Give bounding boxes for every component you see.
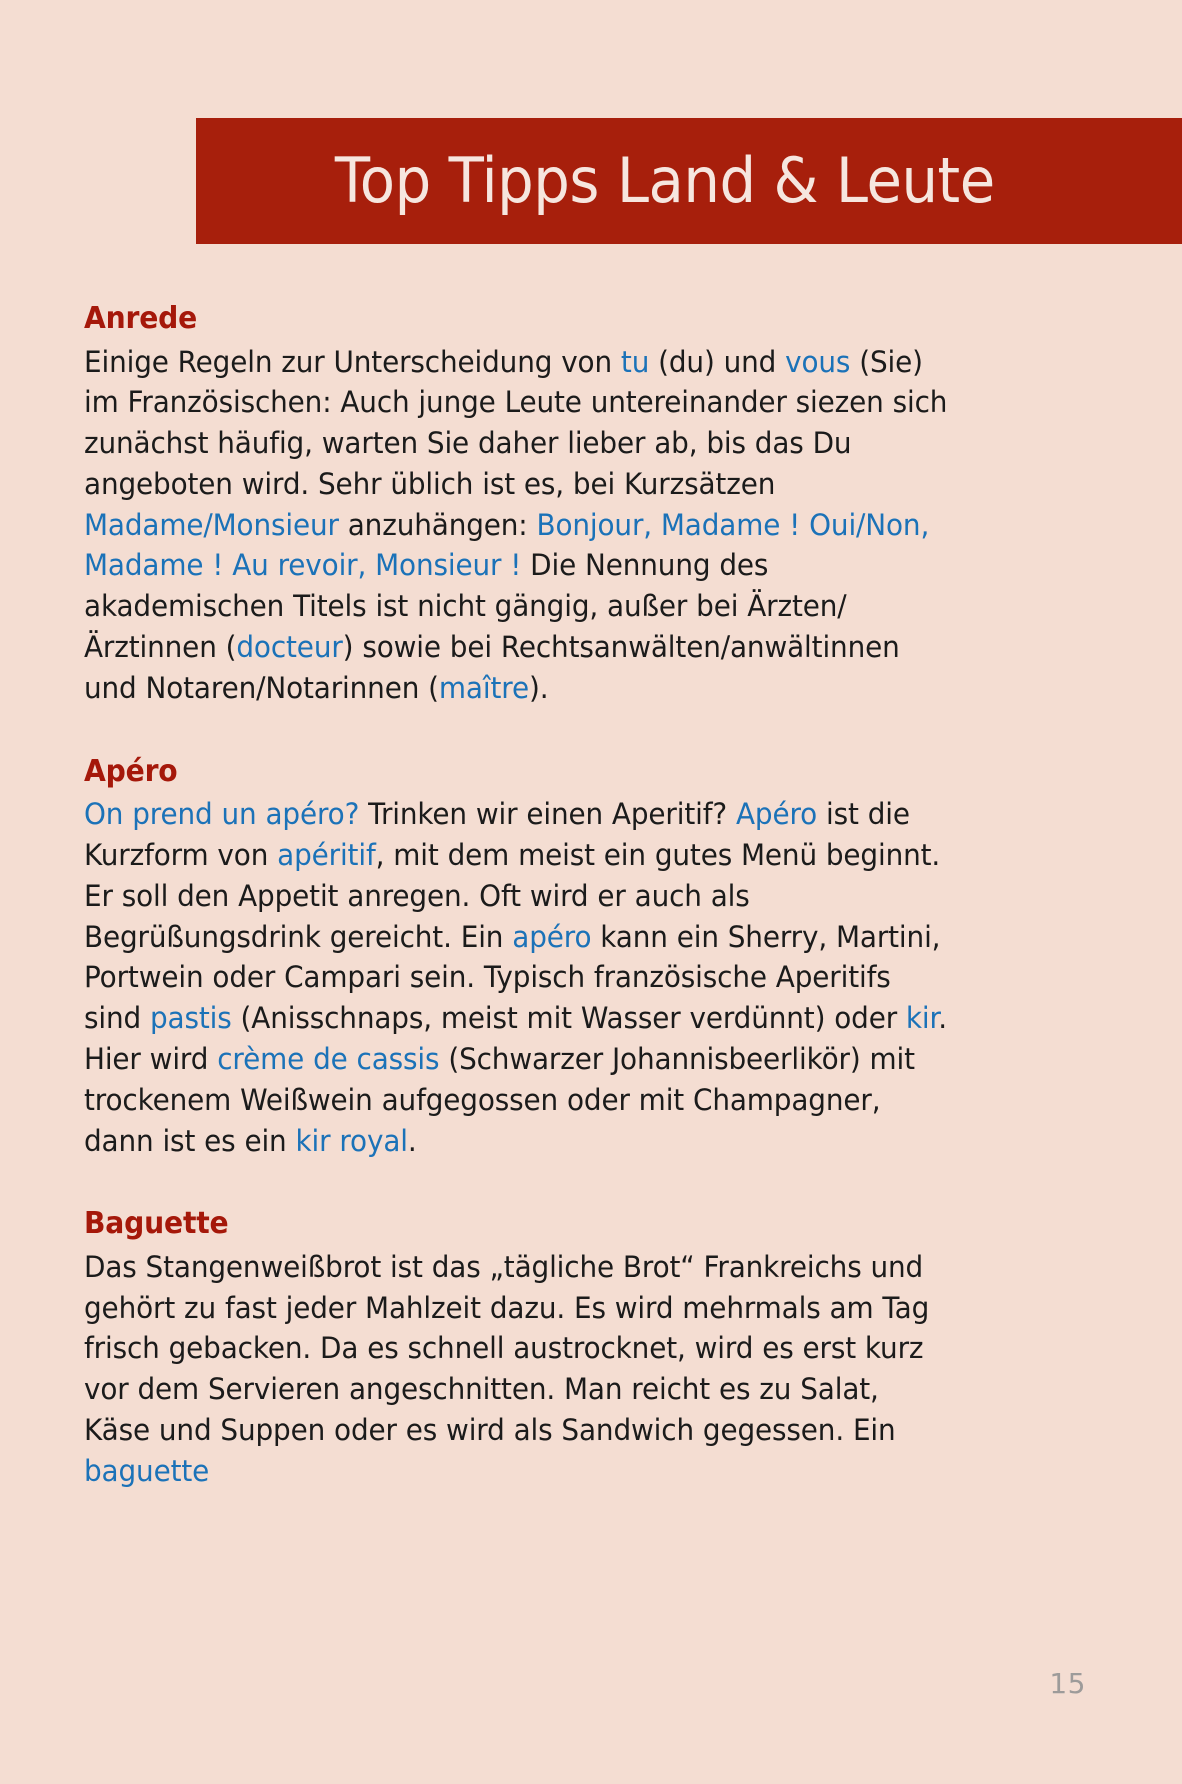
section-body [84,1247,950,1492]
body-text: ). [528,670,549,705]
french-term: pastis [149,1001,232,1036]
french-term: tu [620,344,650,379]
section-body [84,794,950,1161]
body-text: , mit dem meist ein gutes Menü beginnt. Er soll den Appetit anregen. Oft wird er auch als Begrüßungsdrink gereicht. Ein [84,837,941,954]
french-term: Madame/Monsieur [84,507,339,542]
french-term: apéro [512,919,592,954]
section-heading: Apéro [84,753,178,789]
body-text: . Hier wird [84,1001,948,1076]
body-text: (Schwarzer Johannisbeerlikör) mit trockenem Weißwein aufgegossen oder mit Champagner, dann ist es ein [84,1041,915,1158]
french-term: Apéro [735,797,818,832]
body-text: (du) und [649,344,786,379]
french-term: kir [905,1001,939,1036]
section-baguette [84,1205,950,1491]
page-content [84,300,950,1492]
body-text: (Anisschnaps, meist mit Wasser verdünnt) oder [231,1001,906,1036]
body-text: Einige Regeln zur Unterscheidung von [84,344,621,379]
french-term: baguette [84,1453,210,1488]
body-text: Die Nennung des akademischen Titels ist nicht gängig, außer bei Ärzten/Ärztinnen ( [84,548,847,665]
french-term: maître [438,670,529,705]
french-term: vous [785,344,851,379]
page-header-banner [196,118,1182,244]
body-text: anzuhängen: [338,507,537,542]
body-text: Trinken wir einen Aperitif? [359,797,736,832]
section-heading: Baguette [84,1206,229,1242]
french-term: kir royal [295,1123,408,1158]
section-apero [84,753,950,1162]
page-number: 15 [1049,1667,1086,1700]
body-text: (Sie) im Französischen: Auch junge Leute untereinander siezen sich zunächst häufig, warten Sie daher lieber ab, bis das Du angeboten wird. Sehr üblich ist es, bei Kurzsätzen [84,344,948,501]
french-term: docteur [236,630,343,665]
french-term: apéritif [277,837,376,872]
body-text: Das Stangenweißbrot ist das „tägliche Brot“ Frankreichs und gehört zu fast jeder Mahlzeit dazu. Es wird mehrmals am Tag frisch gebacken. Da es schnell austrocknet, wird es erst kurz vor dem Servieren angeschnitten. Man reicht es zu Salat, Käse und Suppen oder es wird als Sandwich gegessen. Ein [84,1249,930,1448]
body-text: ist die Kurzform von [84,797,910,872]
page-title: Top Tipps Land & Leute [335,144,995,217]
french-term: Bonjour, Madame ! Oui/Non, Madame ! Au revoir, Monsieur ! [84,507,930,583]
body-text: kann ein Sherry, Martini, Portwein oder Campari sein. Typisch französische Aperitifs sind [84,919,941,1036]
body-text: ) sowie bei Rechtsanwälten/anwältinnen und Notaren/Notarinnen ( [84,630,900,705]
section-body [84,342,950,709]
french-term: On prend un apéro? [84,797,360,832]
section-anrede [84,300,950,709]
french-term: crème de cassis [217,1041,440,1076]
body-text: . [407,1123,417,1158]
section-heading: Anrede [84,301,198,336]
